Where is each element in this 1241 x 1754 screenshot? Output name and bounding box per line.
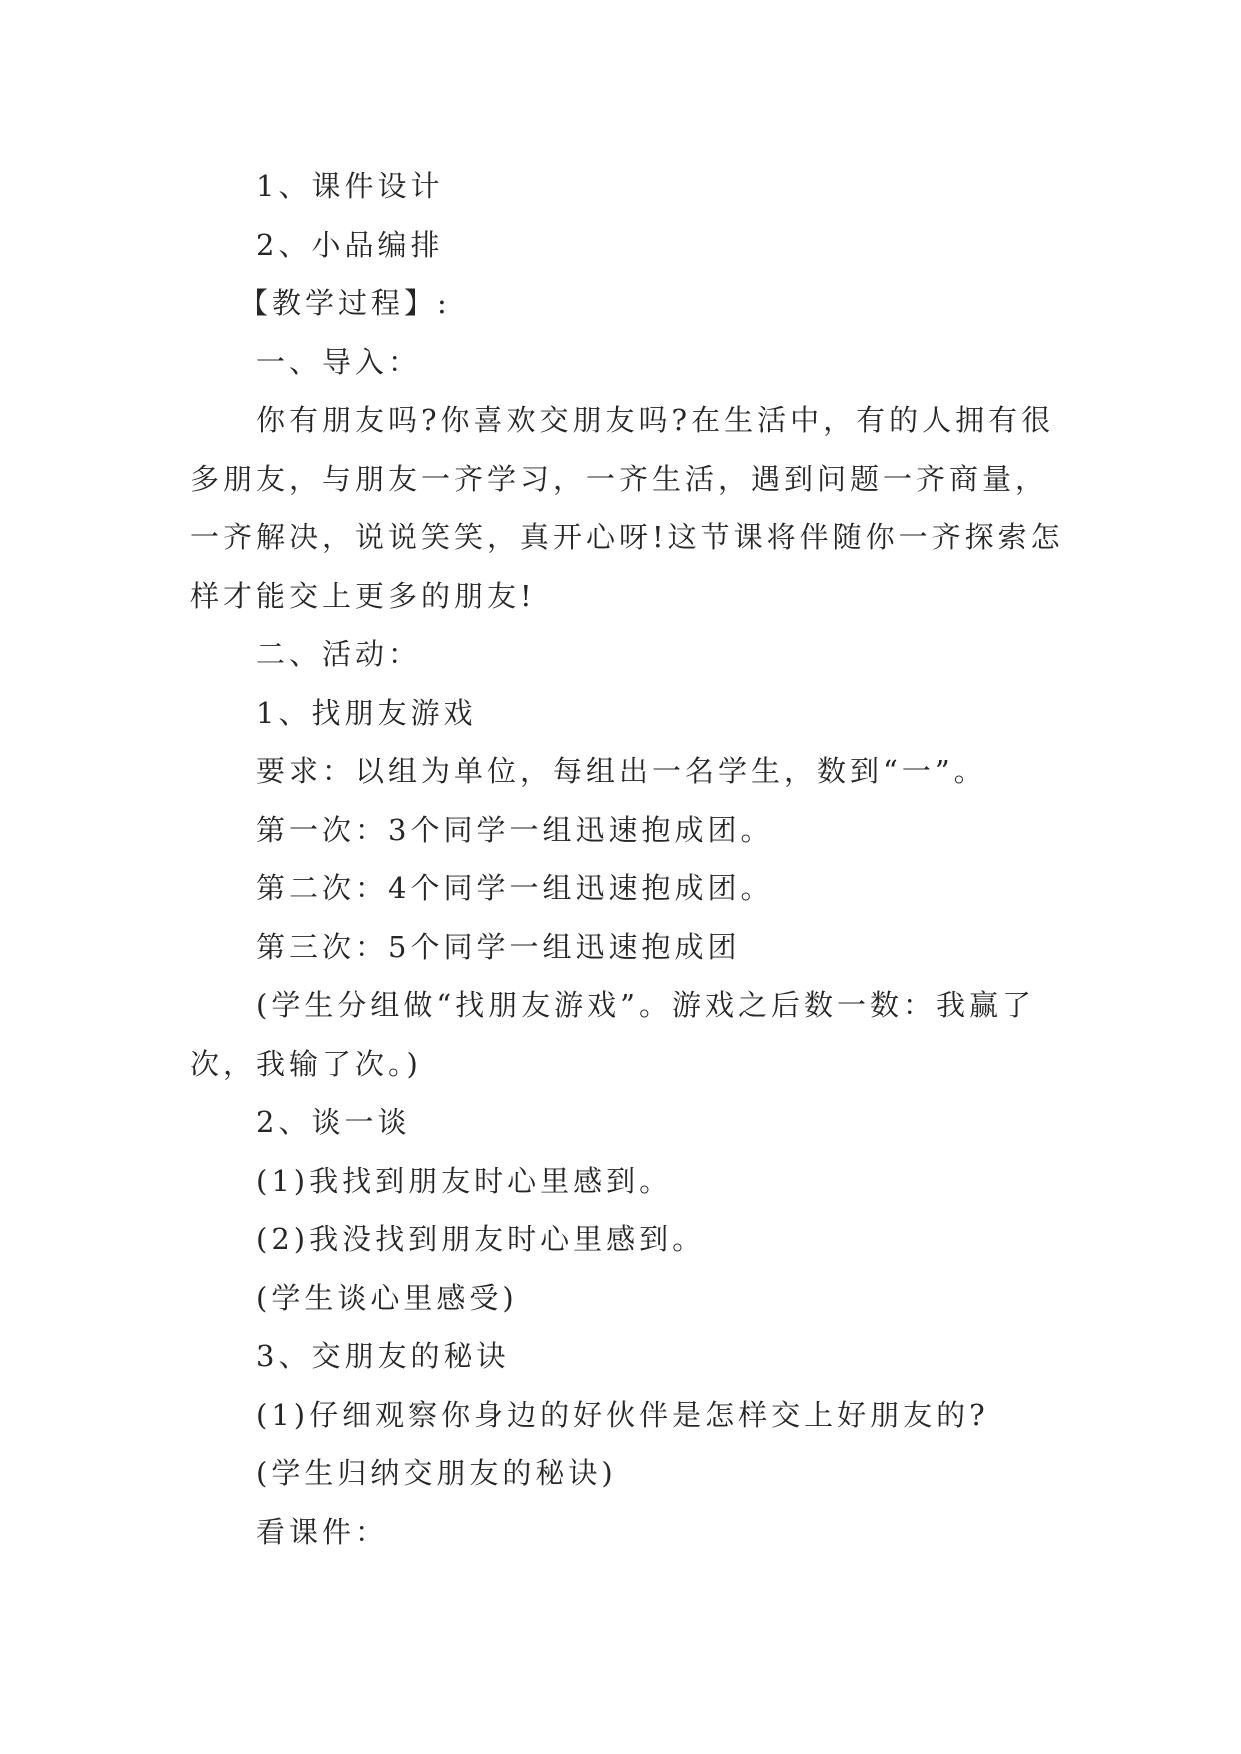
section-heading-activities: 二、活动： xyxy=(256,637,422,671)
talk-item-1: (1)我找到朋友时心里感到。 xyxy=(256,1163,673,1198)
talk-item-2: (2)我没找到朋友时心里感到。 xyxy=(256,1222,706,1256)
watch-courseware-line: 看课件： xyxy=(256,1514,389,1549)
section-heading-introduction: 一、导入： xyxy=(256,344,422,379)
game-round-2: 第二次：4个同学一组迅速抱成团。 xyxy=(256,871,774,905)
secrets-item-1: (1)仔细观察你身边的好伙伴是怎样交上好朋友的? xyxy=(256,1397,989,1432)
talk-note: (学生谈心里感受) xyxy=(256,1280,518,1315)
activity-heading-friendship-secrets: 3、交朋友的秘诀 xyxy=(256,1339,510,1373)
intro-paragraph: 你有朋友吗?你喜欢交朋友吗?在生活中，有的人拥有很多朋友，与朋友一齐学习，一齐生活，遇到问题一齐商量，一齐解决，说说笑笑，真开心呀!这节课将伴随你一齐探索怎样才能交上更多的朋友! xyxy=(190,403,1064,613)
activity-heading-talk: 2、谈一谈 xyxy=(256,1105,411,1139)
activity-heading-find-friends-game: 1、找朋友游戏 xyxy=(256,695,477,730)
list-item-skit-arrangement: 2、小品编排 xyxy=(256,227,444,262)
document-body xyxy=(190,157,1070,1561)
game-round-1: 第一次：3个同学一组迅速抱成团。 xyxy=(256,812,774,847)
game-requirement: 要求：以组为单位，每组出一名学生，数到“一”。 xyxy=(256,754,987,788)
list-item-courseware-design: 1、课件设计 xyxy=(256,169,444,203)
game-round-3: 第三次：5个同学一组迅速抱成团 xyxy=(256,929,741,964)
section-heading-teaching-process: 【教学过程】: xyxy=(239,286,451,320)
game-note-paragraph: (学生分组做“找朋友游戏”。游戏之后数一数：我赢了次，我输了次。) xyxy=(190,988,1035,1081)
secrets-note: (学生归纳交朋友的秘诀) xyxy=(256,1456,617,1490)
